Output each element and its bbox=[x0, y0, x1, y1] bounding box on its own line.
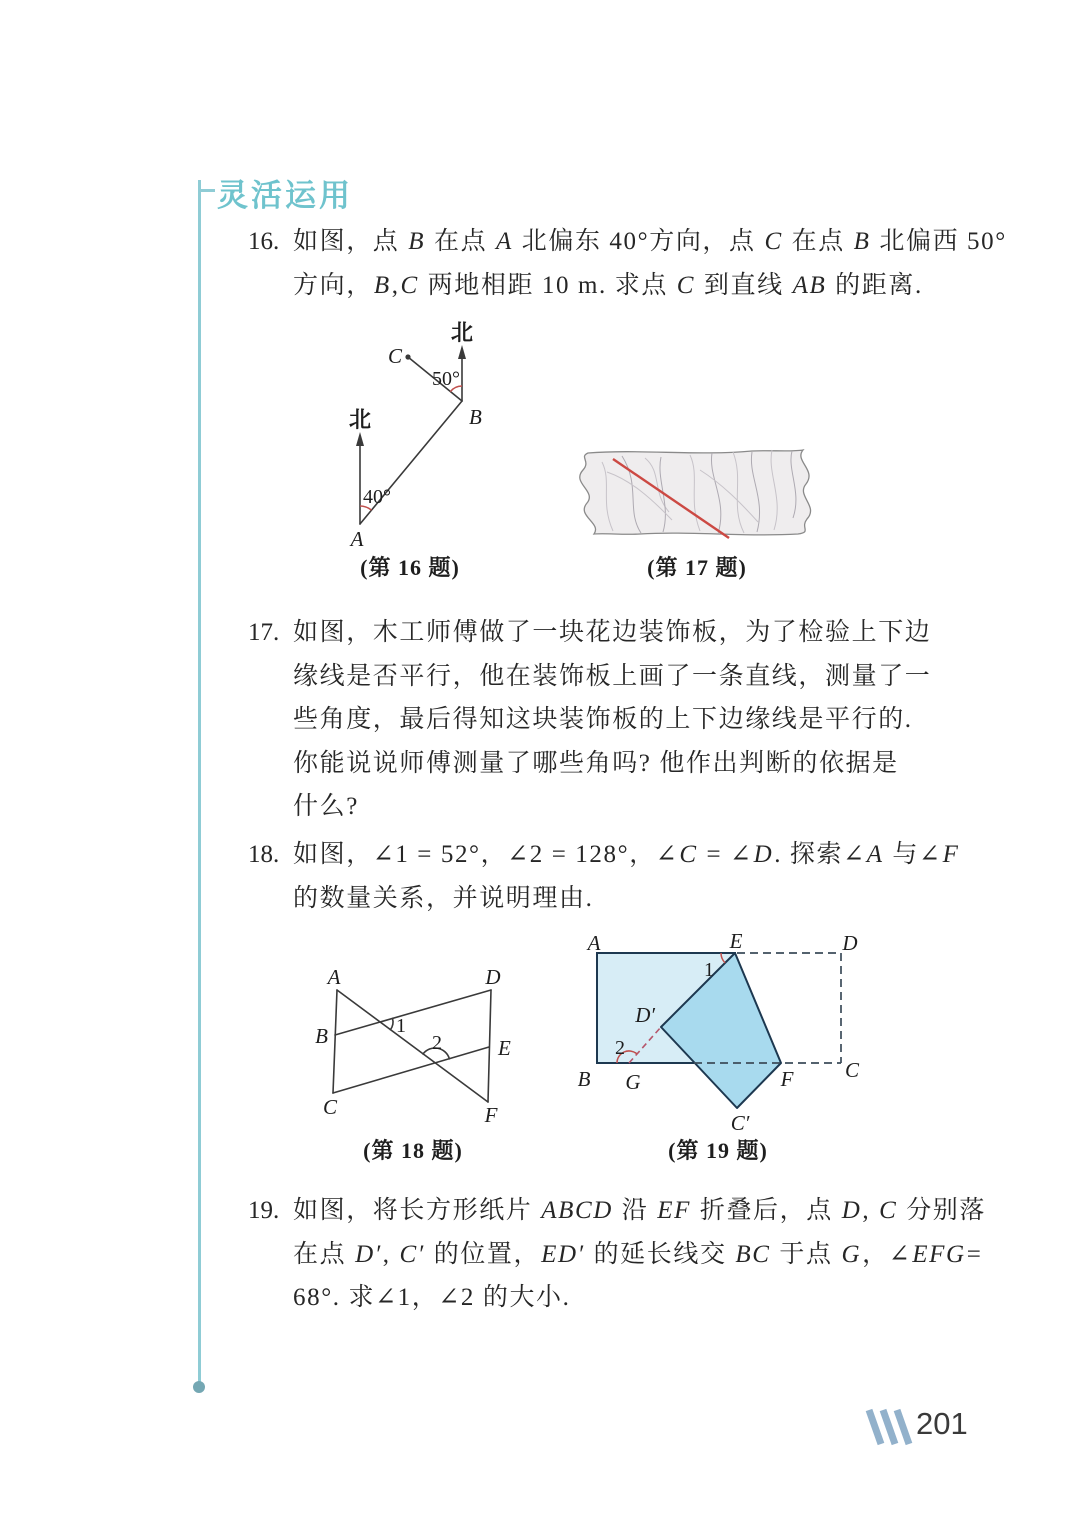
section-rule-tick bbox=[198, 189, 215, 192]
angle-label-1: 1 bbox=[704, 959, 714, 981]
problem-text-line: 68°. 求∠1，∠2 的大小. bbox=[293, 1284, 571, 1311]
figure-16-caption: (第 16 题) bbox=[360, 555, 460, 580]
vertex-label-E: E bbox=[498, 1036, 511, 1060]
problem-text-line: 什么? bbox=[293, 793, 359, 820]
vertex-label-D: D bbox=[842, 931, 858, 955]
problem-text-line: 如图，点 B 在点 A 北偏东 40°方向，点 C 在点 B 北偏西 50° bbox=[293, 228, 1007, 255]
problem-text-line: 如图，∠1 = 52°，∠2 = 128°，∠C = ∠D. 探索∠A 与∠F bbox=[293, 841, 960, 868]
angle-label-40: 40° bbox=[363, 486, 391, 508]
vertex-label-B: B bbox=[469, 405, 482, 429]
problem-text-line: 如图，木工师傅做了一块花边装饰板，为了检验上下边 bbox=[293, 619, 932, 646]
vertex-label-C: C bbox=[322, 1095, 338, 1119]
figure-16-bearing-diagram bbox=[320, 312, 510, 552]
problem-number: 19. bbox=[248, 1197, 280, 1224]
segment-DF bbox=[488, 990, 491, 1102]
angle-arc-1 bbox=[390, 1018, 393, 1029]
problem-text-line: 缘线是否平行，他在装饰板上画了一条直线，测量了一 bbox=[293, 662, 932, 690]
section-rule-end-dot bbox=[193, 1381, 205, 1393]
vertex-label-A: A bbox=[350, 527, 364, 551]
vertex-label-D: D bbox=[485, 965, 501, 989]
angle-label-50: 50° bbox=[432, 368, 460, 390]
angle-label-2: 2 bbox=[432, 1032, 442, 1054]
problem-number: 17. bbox=[248, 619, 280, 646]
problem-text-line: 些角度，最后得知这块装饰板的上下边缘线是平行的. bbox=[293, 706, 913, 733]
page-number: 201 bbox=[916, 1406, 968, 1441]
vertex-label-C: C bbox=[387, 344, 402, 368]
angle-label-1: 1 bbox=[396, 1015, 406, 1037]
problem-text-line: 如图，将长方形纸片 ABCD 沿 EF 折叠后，点 D, C 分别落 bbox=[293, 1197, 986, 1224]
problem-number: 18. bbox=[248, 841, 280, 868]
arrowhead-icon bbox=[356, 432, 364, 446]
north-label: 北 bbox=[450, 320, 474, 345]
problem-text-line: 方向，B,C 两地相距 10 m. 求点 C 到直线 AB 的距离. bbox=[293, 271, 923, 299]
angle-label-2: 2 bbox=[615, 1037, 625, 1059]
vertex-label-G: G bbox=[625, 1070, 641, 1094]
problem-number: 16. bbox=[248, 228, 280, 255]
vertex-label-A: A bbox=[587, 931, 601, 955]
vertex-label-C-prime: C′ bbox=[730, 1111, 750, 1135]
vertex-label-E: E bbox=[729, 929, 743, 953]
section-rule-line bbox=[198, 180, 201, 1384]
problem-17 bbox=[248, 611, 948, 829]
arrowhead-icon bbox=[458, 345, 466, 359]
figure-18-lines-diagram bbox=[310, 962, 515, 1130]
section-header: 灵活运用 bbox=[217, 178, 353, 213]
problem-18 bbox=[248, 833, 960, 920]
vertex-label-F: F bbox=[484, 1103, 498, 1127]
segment-BD bbox=[335, 990, 491, 1035]
north-label: 北 bbox=[348, 407, 372, 432]
page-decoration-slashes-icon bbox=[864, 1408, 914, 1446]
problem-text-line: 你能说说师傅测量了哪些角吗? 他作出判断的依据是 bbox=[293, 749, 899, 777]
vertex-label-D-prime: D′ bbox=[635, 1003, 655, 1027]
figure-17-caption: (第 17 题) bbox=[647, 555, 747, 580]
problem-19 bbox=[248, 1189, 986, 1320]
vertex-label-C: C bbox=[844, 1058, 860, 1082]
problem-16 bbox=[248, 220, 1007, 307]
figure-19-caption: (第 19 题) bbox=[668, 1138, 768, 1163]
segment-AC bbox=[333, 990, 337, 1093]
vertex-label-B: B bbox=[315, 1024, 328, 1048]
figure-18-caption: (第 18 题) bbox=[363, 1138, 463, 1163]
problem-text-line: 的数量关系，并说明理由. bbox=[293, 884, 594, 912]
point-C-dot bbox=[405, 354, 410, 359]
vertex-label-F: F bbox=[780, 1067, 794, 1091]
vertex-label-A: A bbox=[327, 965, 341, 989]
problem-text-line: 在点 D′, C′ 的位置，ED′ 的延长线交 BC 于点 G，∠EFG= bbox=[293, 1240, 983, 1268]
figure-17-decorative-board bbox=[555, 440, 845, 550]
vertex-label-B: B bbox=[577, 1067, 591, 1091]
